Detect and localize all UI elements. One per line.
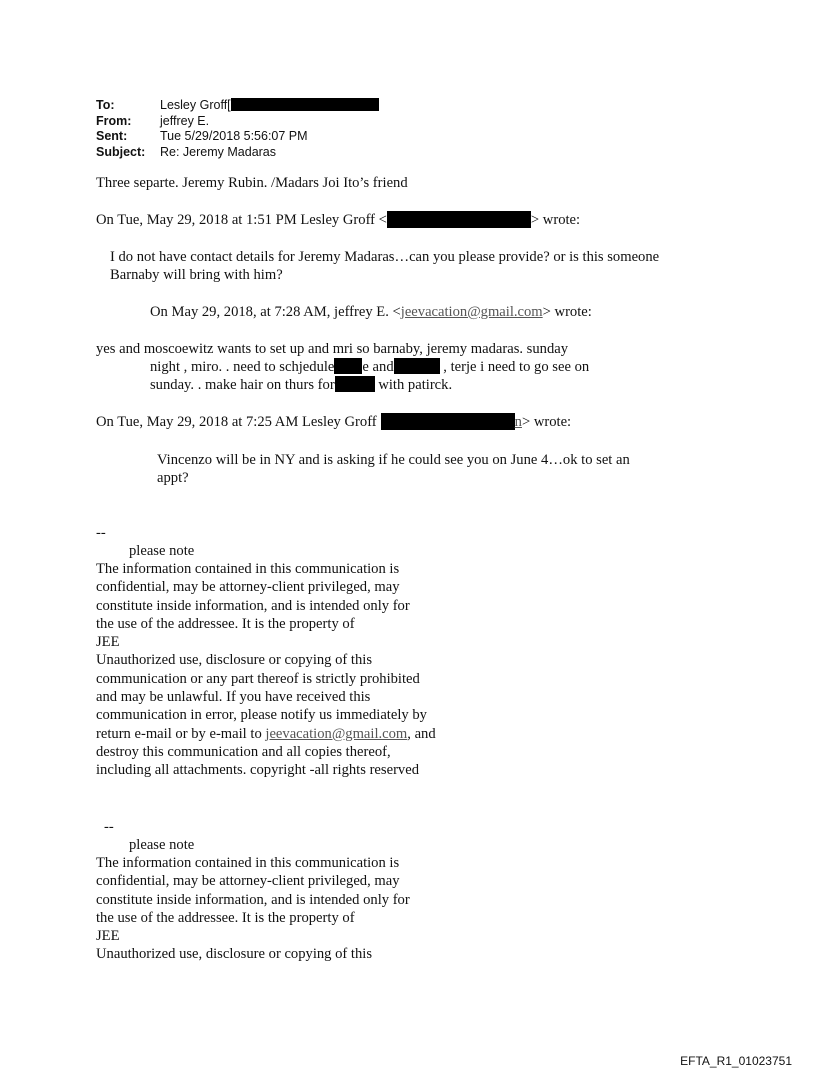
disclaimer-line: constitute inside information, and is intended only for (96, 597, 410, 614)
disclaimer-line: the use of the addressee. It is the property of (96, 615, 355, 632)
signature2-dash: -- (104, 819, 114, 835)
reply-line: Three separte. Jeremy Rubin. /Madars Joi Ito’s friend (96, 175, 408, 191)
disclaimer-line: the use of the addressee. It is the property of (96, 909, 355, 926)
email-header (96, 98, 379, 160)
from-row (96, 114, 379, 130)
quote2-email-link[interactable]: jeevacation@gmail.com (400, 304, 543, 320)
disclaimer-line: The information contained in this communication is (96, 561, 400, 577)
quote2-line3-end: with patirck. (374, 377, 453, 393)
quote2-line3-text: sunday. . make hair on thurs for (150, 377, 335, 393)
redaction-bar (334, 358, 362, 374)
disclaimer-line: JEE (96, 634, 120, 651)
quote3-line2: appt? (157, 470, 189, 486)
subject-row (96, 145, 379, 161)
signature1-email-link[interactable]: jeevacation@gmail.com (265, 725, 408, 742)
sent-label: Sent: (96, 129, 128, 143)
signature2-body (96, 854, 410, 964)
quote1-intro (96, 211, 580, 229)
subject-label: Subject: (96, 144, 146, 159)
to-row (96, 98, 379, 114)
sent-row (96, 129, 379, 145)
disclaimer-line: JEE (96, 928, 120, 945)
to-label: To: (96, 98, 115, 112)
disclaimer-line: communication or any part thereof is strictly prohibited (96, 670, 420, 687)
quote2-line3 (150, 376, 452, 394)
disclaimer-line: confidential, may be attorney-client privileged, may (96, 873, 400, 890)
from-value: jeffrey E. (160, 113, 210, 128)
disclaimer-line: The information contained in this communication is (96, 855, 400, 871)
redaction-bar (387, 211, 531, 228)
quote2-intro (150, 303, 592, 321)
disclaimer-line: including all attachments. copyright -all rights reserved (96, 762, 419, 779)
quote2-line2-end: , terje i need to go see on (439, 359, 590, 375)
signature1-note: please note (129, 543, 195, 559)
redaction-bar (394, 358, 440, 374)
disclaimer-line: Unauthorized use, disclosure or copying of this (96, 946, 373, 963)
quote3-line1: Vincenzo will be in NY and is asking if he could see you on June 4…ok to set an (157, 452, 630, 468)
quote2-intro-end: > wrote: (542, 304, 592, 320)
disclaimer-line: destroy this communication and all copies thereof, (96, 743, 391, 760)
signature1-body (96, 560, 436, 780)
quote3-intro-text: On Tue, May 29, 2018 at 7:25 AM Lesley Groff (96, 414, 377, 430)
quote2-line2-text: night , miro. . need to schjedule (150, 359, 335, 375)
quote2-intro-text: On May 29, 2018, at 7:28 AM, jeffrey E. < (150, 304, 401, 320)
redaction-bar (335, 376, 375, 392)
signature2-note: please note (129, 837, 195, 853)
disclaimer-line: communication in error, please notify us immediately by (96, 707, 427, 724)
to-value: Lesley Groff[ (160, 98, 231, 112)
signature1-dash: -- (96, 525, 106, 541)
sent-value: Tue 5/29/2018 5:56:07 PM (160, 129, 308, 143)
quote1-line2: Barnaby will bring with him? (110, 267, 283, 283)
quote3-intro-end: > wrote: (521, 414, 572, 430)
quote2-line2 (150, 358, 589, 376)
quote2-line1: yes and moscoewitz wants to set up and mri so barnaby, jeremy madaras. sunday (96, 341, 569, 357)
disclaimer-email-line (96, 725, 436, 743)
disclaimer-line: constitute inside information, and is intended only for (96, 891, 410, 908)
quote3-intro (96, 413, 571, 431)
quote1-line1: I do not have contact details for Jeremy Madaras…can you please provide? or is this someone (110, 249, 660, 265)
document-id: EFTA_R1_01023751 (680, 1054, 792, 1068)
disclaimer-line: Unauthorized use, disclosure or copying of this (96, 652, 373, 669)
subject-value: Re: Jeremy Madaras (160, 144, 277, 159)
disclaimer-line: confidential, may be attorney-client privileged, may (96, 579, 400, 596)
quote1-intro-text: On Tue, May 29, 2018 at 1:51 PM Lesley Groff < (96, 212, 387, 228)
quote2-line2-mid: e and (362, 359, 394, 375)
redaction-bar (231, 98, 379, 111)
disclaimer-email-end: , and (407, 725, 436, 742)
quote3-intro-m: n (514, 414, 522, 430)
quote1-intro-end: > wrote: (530, 212, 581, 228)
from-label: From: (96, 113, 132, 128)
disclaimer-email-text: return e-mail or by e-mail to (96, 725, 266, 742)
disclaimer-line: and may be unlawful. If you have received this (96, 689, 371, 706)
redaction-bar (381, 413, 515, 430)
